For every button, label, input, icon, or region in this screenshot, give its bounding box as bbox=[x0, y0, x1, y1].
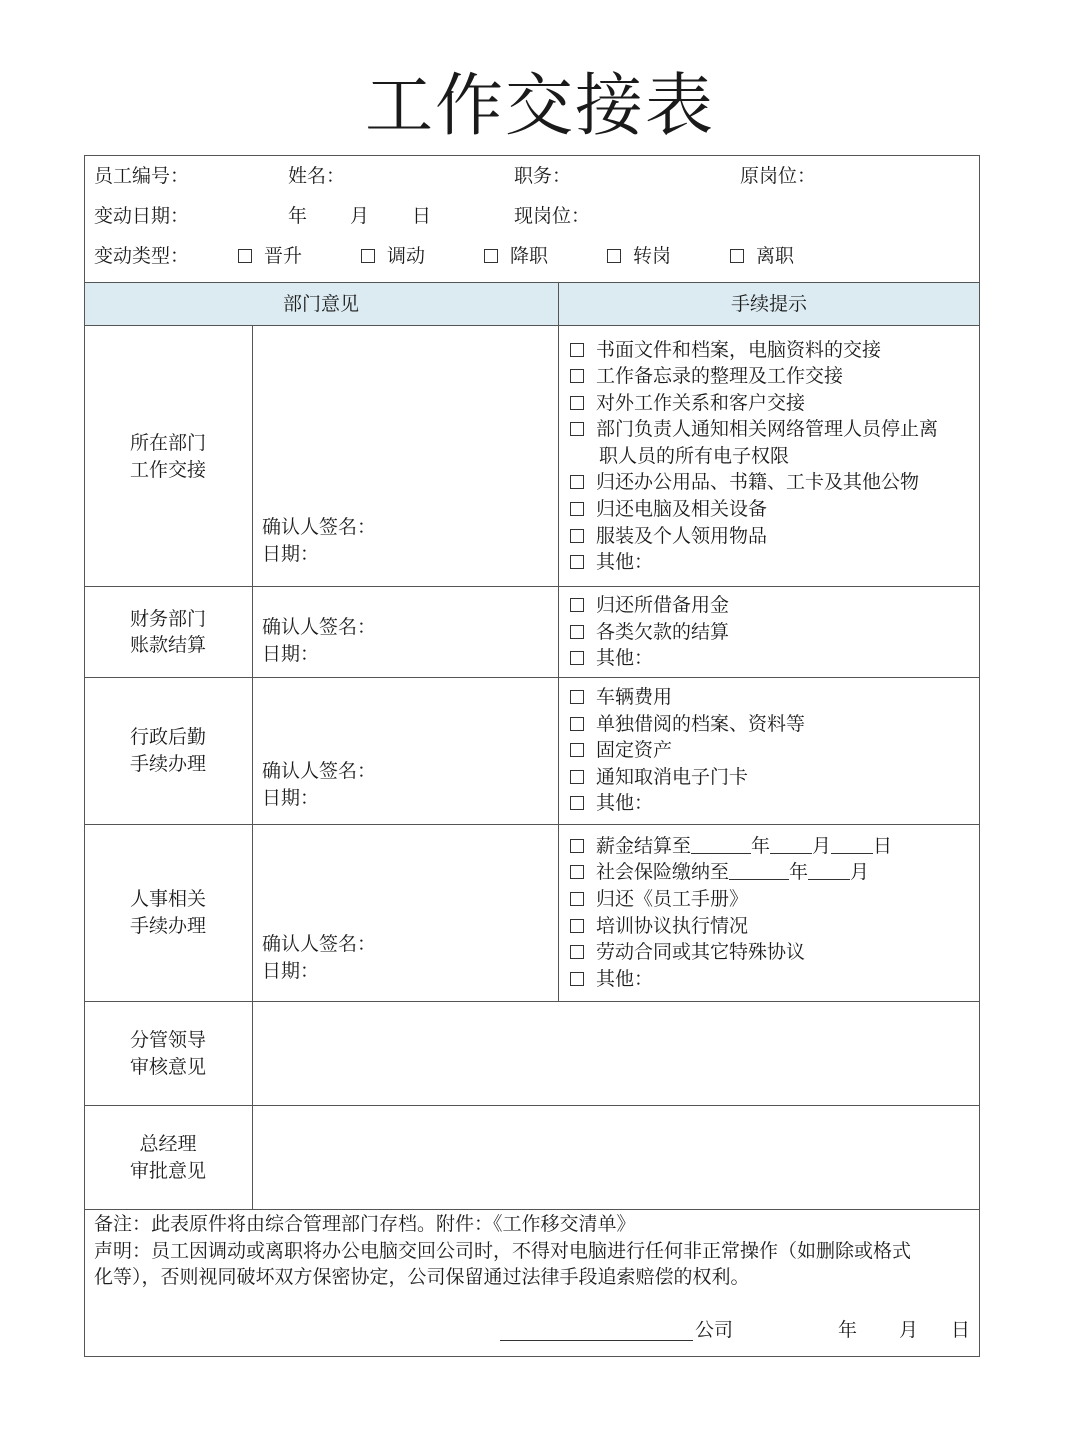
change-type-resign[interactable]: 离职 bbox=[730, 243, 794, 269]
list-item: 归还《员工手册》 bbox=[570, 886, 748, 912]
remark-note: 备注：此表原件将由综合管理部门存档。附件：《工作移交清单》 bbox=[94, 1213, 636, 1235]
list-item: 其他： bbox=[570, 645, 653, 671]
list-item: 固定资产 bbox=[570, 737, 672, 763]
checkbox-icon[interactable] bbox=[570, 651, 584, 665]
footer-year: 年 bbox=[838, 1319, 858, 1341]
list-item: 培训协议执行情况 bbox=[570, 913, 748, 939]
divider bbox=[252, 325, 253, 1209]
date-label: 日期： bbox=[262, 960, 320, 982]
leader-review-label: 分管领导 bbox=[129, 1029, 206, 1051]
list-item: 社会保险缴纳至 年 月 bbox=[570, 859, 869, 885]
confirm-sign-label: 确认人签名： bbox=[262, 616, 377, 638]
gm-approval-label: 审批意见 bbox=[129, 1160, 206, 1182]
list-item: 书面文件和档案，电脑资料的交接 bbox=[570, 337, 881, 363]
checkbox-icon[interactable] bbox=[570, 502, 584, 516]
checkbox-icon[interactable] bbox=[570, 796, 584, 810]
original-post-label: 原岗位： bbox=[740, 165, 817, 187]
confirm-sign-label: 确认人签名： bbox=[262, 760, 377, 782]
list-item: 单独借阅的档案、资料等 bbox=[570, 711, 805, 737]
divider bbox=[558, 282, 559, 1001]
checkbox-icon[interactable] bbox=[570, 770, 584, 784]
date-label: 日期： bbox=[262, 643, 320, 665]
section-dept-name: 人事相关 bbox=[129, 888, 206, 910]
change-type-promotion[interactable]: 晋升 bbox=[238, 243, 302, 269]
change-date-day: 日 bbox=[412, 205, 432, 227]
date-label: 日期： bbox=[262, 787, 320, 809]
checkbox-icon[interactable] bbox=[570, 529, 584, 543]
checkbox-icon[interactable] bbox=[570, 865, 584, 879]
list-item: 服装及个人领用物品 bbox=[570, 523, 767, 549]
company-label: 公司 bbox=[695, 1319, 734, 1341]
divider bbox=[84, 586, 980, 587]
footer-day: 日 bbox=[951, 1319, 971, 1341]
divider bbox=[84, 1105, 980, 1106]
list-item: 薪金结算至 年 月 日 bbox=[570, 833, 892, 859]
divider bbox=[84, 282, 980, 283]
divider bbox=[84, 1209, 980, 1210]
list-item-continued: 职人员的所有电子权限 bbox=[599, 445, 790, 467]
blank-line[interactable] bbox=[831, 835, 873, 854]
statement-line: 声明：员工因调动或离职将办公电脑交回公司时，不得对电脑进行任何非正常操作（如删除或格式 bbox=[94, 1240, 912, 1262]
checkbox-icon[interactable] bbox=[570, 919, 584, 933]
checkbox-icon[interactable] bbox=[570, 422, 584, 436]
employee-id-label: 员工编号： bbox=[94, 165, 190, 187]
divider bbox=[84, 677, 980, 678]
checkbox-icon[interactable] bbox=[570, 369, 584, 383]
change-date-year: 年 bbox=[288, 205, 308, 227]
list-item: 劳动合同或其它特殊协议 bbox=[570, 939, 805, 965]
list-item: 其他： bbox=[570, 966, 653, 992]
list-item: 对外工作关系和客户交接 bbox=[570, 390, 805, 416]
leader-review-field[interactable] bbox=[254, 1003, 978, 1103]
name-label: 姓名： bbox=[288, 165, 346, 187]
checkbox-icon[interactable] bbox=[570, 555, 584, 569]
section-dept-name: 工作交接 bbox=[129, 459, 206, 481]
blank-line[interactable] bbox=[808, 861, 850, 880]
checkbox-icon[interactable] bbox=[730, 249, 744, 263]
confirm-sign-label: 确认人签名： bbox=[262, 933, 377, 955]
divider bbox=[84, 1001, 980, 1002]
list-item: 其他： bbox=[570, 790, 653, 816]
column-header-tips: 手续提示 bbox=[730, 293, 807, 315]
checkbox-icon[interactable] bbox=[570, 625, 584, 639]
blank-line[interactable] bbox=[691, 835, 751, 854]
change-type-label: 变动类型： bbox=[94, 245, 190, 267]
change-type-demotion[interactable]: 降职 bbox=[484, 243, 548, 269]
current-post-label: 现岗位： bbox=[514, 205, 591, 227]
change-date-month: 月 bbox=[350, 205, 370, 227]
column-header-dept: 部门意见 bbox=[282, 293, 359, 315]
section-dept-name: 财务部门 bbox=[129, 608, 206, 630]
checkbox-icon[interactable] bbox=[570, 690, 584, 704]
gm-approval-label: 总经理 bbox=[139, 1133, 197, 1155]
list-item: 各类欠款的结算 bbox=[570, 619, 729, 645]
change-type-transfer[interactable]: 调动 bbox=[361, 243, 425, 269]
list-item: 归还电脑及相关设备 bbox=[570, 496, 767, 522]
checkbox-icon[interactable] bbox=[570, 598, 584, 612]
section-dept-name: 行政后勤 bbox=[129, 726, 206, 748]
checkbox-icon[interactable] bbox=[570, 839, 584, 853]
checkbox-icon[interactable] bbox=[570, 717, 584, 731]
divider bbox=[84, 824, 980, 825]
list-item: 通知取消电子门卡 bbox=[570, 764, 748, 790]
page-title: 工作交接表 bbox=[364, 67, 715, 146]
change-type-reassign[interactable]: 转岗 bbox=[607, 243, 671, 269]
gm-approval-field[interactable] bbox=[254, 1107, 978, 1207]
checkbox-icon[interactable] bbox=[570, 396, 584, 410]
checkbox-icon[interactable] bbox=[570, 892, 584, 906]
section-dept-name: 手续办理 bbox=[129, 753, 206, 775]
checkbox-icon[interactable] bbox=[238, 249, 252, 263]
company-signature-line[interactable] bbox=[500, 1340, 693, 1341]
checkbox-icon[interactable] bbox=[570, 343, 584, 357]
checkbox-icon[interactable] bbox=[484, 249, 498, 263]
blank-line[interactable] bbox=[770, 835, 812, 854]
confirm-sign-label: 确认人签名： bbox=[262, 516, 377, 538]
checkbox-icon[interactable] bbox=[570, 743, 584, 757]
list-item: 车辆费用 bbox=[570, 684, 672, 710]
list-item: 工作备忘录的整理及工作交接 bbox=[570, 363, 843, 389]
blank-line[interactable] bbox=[729, 861, 789, 880]
checkbox-icon[interactable] bbox=[607, 249, 621, 263]
section-dept-name: 所在部门 bbox=[129, 432, 206, 454]
date-label: 日期： bbox=[262, 543, 320, 565]
leader-review-label: 审核意见 bbox=[129, 1056, 206, 1078]
list-item: 归还所借备用金 bbox=[570, 592, 729, 618]
statement-line: 化等），否则视同破坏双方保密协定，公司保留通过法律手段追索赔偿的权利。 bbox=[94, 1266, 750, 1288]
section-dept-name: 手续办理 bbox=[129, 915, 206, 937]
checkbox-icon[interactable] bbox=[570, 972, 584, 986]
position-label: 职务： bbox=[514, 165, 572, 187]
divider bbox=[84, 325, 980, 326]
change-date-label: 变动日期： bbox=[94, 205, 190, 227]
list-item: 其他： bbox=[570, 549, 653, 575]
checkbox-icon[interactable] bbox=[570, 945, 584, 959]
list-item: 部门负责人通知相关网络管理人员停止离 bbox=[570, 416, 938, 442]
list-item: 归还办公用品、书籍、工卡及其他公物 bbox=[570, 469, 919, 495]
footer-month: 月 bbox=[899, 1319, 919, 1341]
section-dept-name: 账款结算 bbox=[129, 634, 206, 656]
checkbox-icon[interactable] bbox=[361, 249, 375, 263]
checkbox-icon[interactable] bbox=[570, 475, 584, 489]
